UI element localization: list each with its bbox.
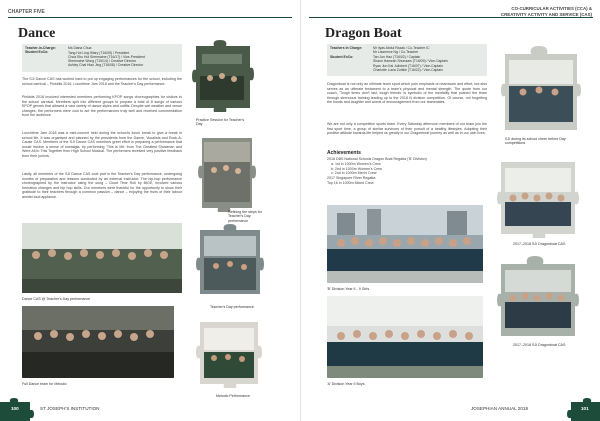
girls-team-photo <box>327 205 483 283</box>
header-rule <box>8 17 292 18</box>
achievements-list <box>327 157 487 186</box>
girls-caption: 'B' Division Year II - 9 Girls <box>327 287 370 291</box>
melodic-caption: Melodic Performance <box>216 394 250 398</box>
group-photo-caption: Dance CAS @ Teacher's Day performance <box>22 297 91 301</box>
dragon-student-2: Shaun Hamzah Shunaam (T16/09) / Vice-Captain <box>373 59 448 64</box>
dance-student-4: Ashley Chai Hiao Jing (T16/08) / Creative Director <box>68 63 144 68</box>
dragon-student-4: Charlotte Lucia Zuhlke (T16/22) / Vice-Captain <box>373 67 443 72</box>
dragon-para-1: Dragonboat is not only an ultimate team sport which puts emphasis on teamwork and effort, but also serves as an ultimate testament to a team's physical and mental strength. The quote from our coach, 'Tough times don't last, tough friends' is symbolic of the mentality that pushed the team through strenuous training leading up to the 2018 N division competition. Of course, not forgetting the bonds and laughter and words of encouragement from our teammates. <box>327 82 487 105</box>
dragon-teacher-label: Teachers in Charge: <box>330 46 363 50</box>
practice-session-puzzle <box>192 38 254 112</box>
dragon-teacher-2: Mr Lawrence Ng / Co-Teacher <box>373 50 419 55</box>
dance-para-4: Lastly, all members of the SJI Dance CAS took part in the Teacher's Day performance, undergoing months of preparation and lessons conducted by an external instructor. The hip-hop performance choreographed by the instructor using the song – Good Time Roll by BIGE, involved various formation changes and hip hop skills. Our members were thankful for the opportunity to show their gratitude to their teachers through a common passion – dance – enjoying the fruits of their labour amidst loud applause. <box>22 172 182 199</box>
achievement-item: a. 1st in 1000m Women's Crew <box>331 161 381 166</box>
cheer-caption: SJI during its school cheer before Day competitions <box>505 137 566 146</box>
achievements-title: Achievements <box>327 150 361 156</box>
dance-info-box <box>22 44 182 72</box>
dance-para-2: Pinkbits 2018 involved interested members performing KPOP songs choreographies for visitors to the school carnival. Members split into different groups to prepare a total of 8 songs of various KPOP genres that allowed a vast variety of dance styles and outfits. Despite wet weather and venue changes, the performers were cool to act the performances truly well and received commendation from the audience. <box>22 95 182 118</box>
dragon-teacher-1: Mr Ilyas Abdul Razak / Co-Teacher IC <box>373 46 430 50</box>
dance-student-2: Chua Shu Hui Shermaine (T16/17) / Vice-President <box>68 54 146 59</box>
dance-student-3: Shermaine Wong (T15/14) / Creative Director <box>68 59 137 64</box>
dragon-student-label: Student ExCo: <box>330 55 354 59</box>
header-rule-right <box>309 17 593 18</box>
left-page-number: 100 <box>11 406 19 411</box>
achievement-item: Top 16 in 1000m Mixed Crew <box>327 180 374 185</box>
refining-caption: Refining the steps for Teacher's Day performance <box>228 210 262 223</box>
dragon-student-1: Tan Jun Hao (T16/02) / Captain <box>373 55 421 59</box>
melodic-puzzle <box>196 314 262 388</box>
achievement-item: b. 2nd in 1000m Women's Crew <box>331 166 382 171</box>
cas-2017-puzzle <box>497 154 579 238</box>
achievement-item: 2017 Singapore River Regatta <box>327 176 376 181</box>
teachers-day-puzzle <box>196 222 264 298</box>
practice-caption: Practice Session for Teacher's Day <box>196 118 245 127</box>
dragon-info-box <box>327 44 487 76</box>
full-dance-photo <box>22 306 174 378</box>
dragon-title: Dragon Boat <box>325 26 402 41</box>
dance-student-label: Student ExCo: <box>25 50 49 54</box>
teachers-day-caption: Teacher's Day performance <box>210 305 254 309</box>
cas-2018-caption: 2017–2018 SJI Dragonboat CAS <box>513 343 566 347</box>
cas-2018-puzzle <box>497 254 579 340</box>
section-label-line2: CREATIVITY ACTIVITY AND SERVICE (CAS) <box>500 12 592 17</box>
cas-2017-caption: 2017–2018 SJI Dragonboat CAS <box>513 242 566 246</box>
dance-teacher-label: Teacher-in-Charge: <box>25 46 56 50</box>
chapter-label: CHAPTER FIVE <box>8 9 45 15</box>
achievement-item: c. 2nd in 1000m Men's Crew <box>331 171 377 176</box>
refining-steps-puzzle <box>198 132 256 212</box>
dance-title: Dance <box>18 26 56 41</box>
dance-teacher-value: Ms Diana Chua <box>68 46 92 50</box>
right-page-number: 101 <box>581 406 589 411</box>
dance-para-1: The SJI Dance CAS has worked hard to put up engaging performances for the school, including the school carnival – Pinkbits 2016, Lunchtime Jam 2018 and the Teacher's Day performance. <box>22 77 182 86</box>
boys-caption: 'A' Division Year II Boys <box>327 382 365 386</box>
dragon-para-2: We are not only a competitive sports team. Every Saturday afternoon members of our team join the first sport time, a group of similar survivors of their pursuit of a healthy lifestyles. Adopting their positive attitude towards life helped us greatly in our Dragonboat journey as well as in our own lives. <box>327 122 487 136</box>
section-label-line1: CO-CURRICULAR ACTIVITIES (CCA) & <box>511 6 592 11</box>
left-footer-text: ST JOSEPH'S INSTITUTION <box>40 406 100 411</box>
cheer-puzzle <box>501 44 581 134</box>
boys-team-photo <box>327 296 483 378</box>
right-footer-text: JOSEPHIAN ANNUAL 2018 <box>471 406 529 411</box>
dance-para-3: Lunchtime Jam 2018 was a mini-concert held during the school's lunch break to give a break in school life. It was organised and planned by the presidents from the Dance, Vocalists and Rock-A-Cause CAS. Members of the SJI Dance CAS members greet effort in preparing a performance that would involve a sense of nostalgia, by performing 'This is Me' from The Greatest Showman and Were All In This Together from High School Musical. The performers received very positive feedback from their juniors. <box>22 131 182 158</box>
dance-student-1: Tang Hui Ling Hilary (T16/05) / President <box>68 50 130 55</box>
achievement-item: 2018 DBS National Schools Dragon Boat Regatta ('B' Division) <box>327 157 427 161</box>
right-page <box>300 0 600 421</box>
full-dance-caption: Full Dance team for Melodic <box>22 382 67 386</box>
dance-group-photo <box>22 223 182 293</box>
dragon-student-3: Ryan Jun Kai Juliobert (T16/07) / Vice-Captain <box>373 63 443 68</box>
